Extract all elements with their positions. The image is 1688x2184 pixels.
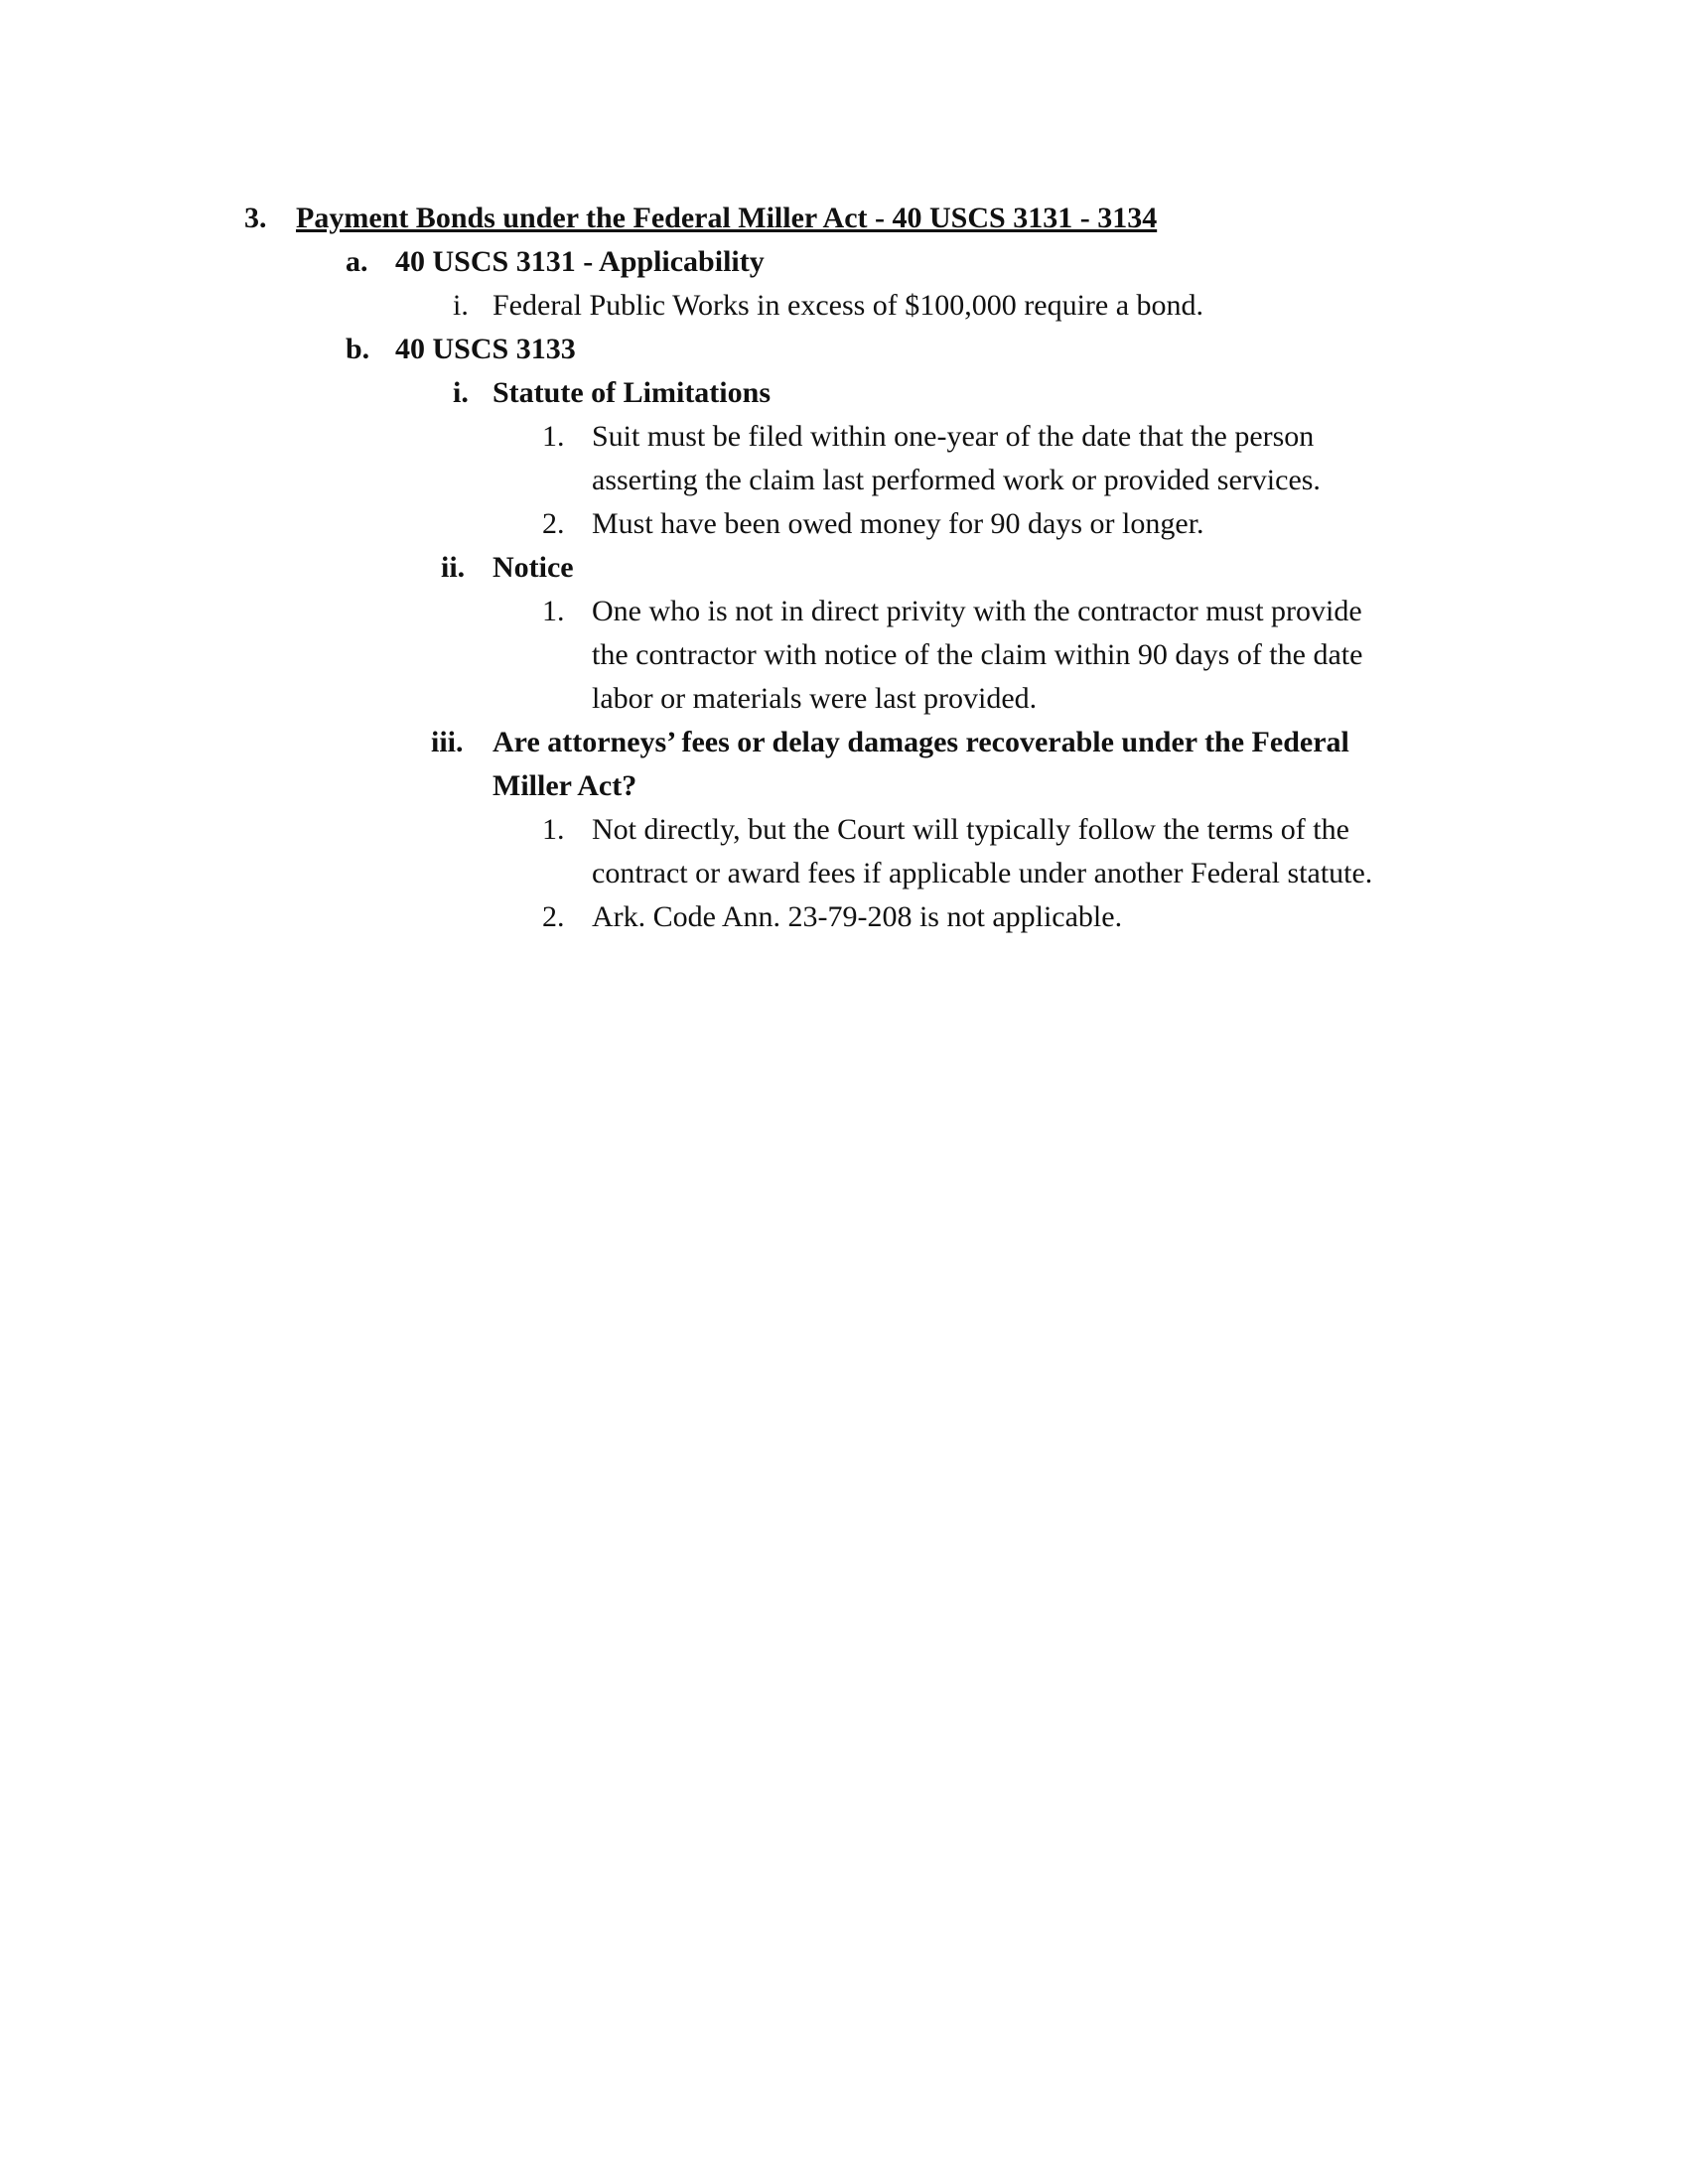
- limitations-point-2-marker: 2.: [542, 507, 565, 540]
- notice-point-1-line-2: the contractor with notice of the claim within 90 days of the date: [592, 638, 1363, 671]
- limitations-point-1-marker: 1.: [542, 420, 565, 453]
- item-i-heading: Statute of Limitations: [492, 376, 771, 409]
- limitations-point-1-line-1: Suit must be filed within one-year of the date that the person: [592, 420, 1315, 453]
- notice-point-1-line-1: One who is not in direct privity with the contractor must provide: [592, 595, 1362, 627]
- fees-point-1-line-2: contract or award fees if applicable under another Federal statute.: [592, 857, 1373, 889]
- section-title: Payment Bonds under the Federal Miller Act - 40 USCS 3131 - 3134: [296, 202, 1158, 234]
- limitations-point-2-line-1: Must have been owed money for 90 days or longer.: [592, 507, 1204, 540]
- item-iii-heading-line-1: Are attorneys’ fees or delay damages recoverable under the Federal: [492, 726, 1349, 758]
- item-iii-marker: iii.: [431, 726, 464, 758]
- subsection-b-heading: 40 USCS 3133: [395, 333, 576, 365]
- notice-point-1-marker: 1.: [542, 595, 565, 627]
- subsection-a-heading: 40 USCS 3131 - Applicability: [395, 245, 765, 278]
- fees-point-1-line-1: Not directly, but the Court will typically follow the terms of the: [592, 813, 1349, 846]
- subsection-a-marker: a.: [346, 245, 368, 278]
- fees-point-2-marker: 2.: [542, 900, 565, 933]
- item-ii-marker: ii.: [441, 551, 466, 584]
- fees-point-2-line-1: Ark. Code Ann. 23-79-208 is not applicable.: [592, 900, 1123, 933]
- limitations-point-1-line-2: asserting the claim last performed work or provided services.: [592, 464, 1321, 496]
- item-i-marker: i.: [453, 376, 469, 409]
- item-ii-heading: Notice: [492, 551, 574, 584]
- section-number: 3.: [244, 202, 267, 234]
- item-iii-heading-line-2: Miller Act?: [492, 769, 637, 802]
- subsection-b-marker: b.: [346, 333, 370, 365]
- subsection-a-item-i-text: Federal Public Works in excess of $100,000 require a bond.: [492, 289, 1204, 322]
- notice-point-1-line-3: labor or materials were last provided.: [592, 682, 1038, 715]
- subsection-a-item-i-marker: i.: [453, 289, 469, 322]
- fees-point-1-marker: 1.: [542, 813, 565, 846]
